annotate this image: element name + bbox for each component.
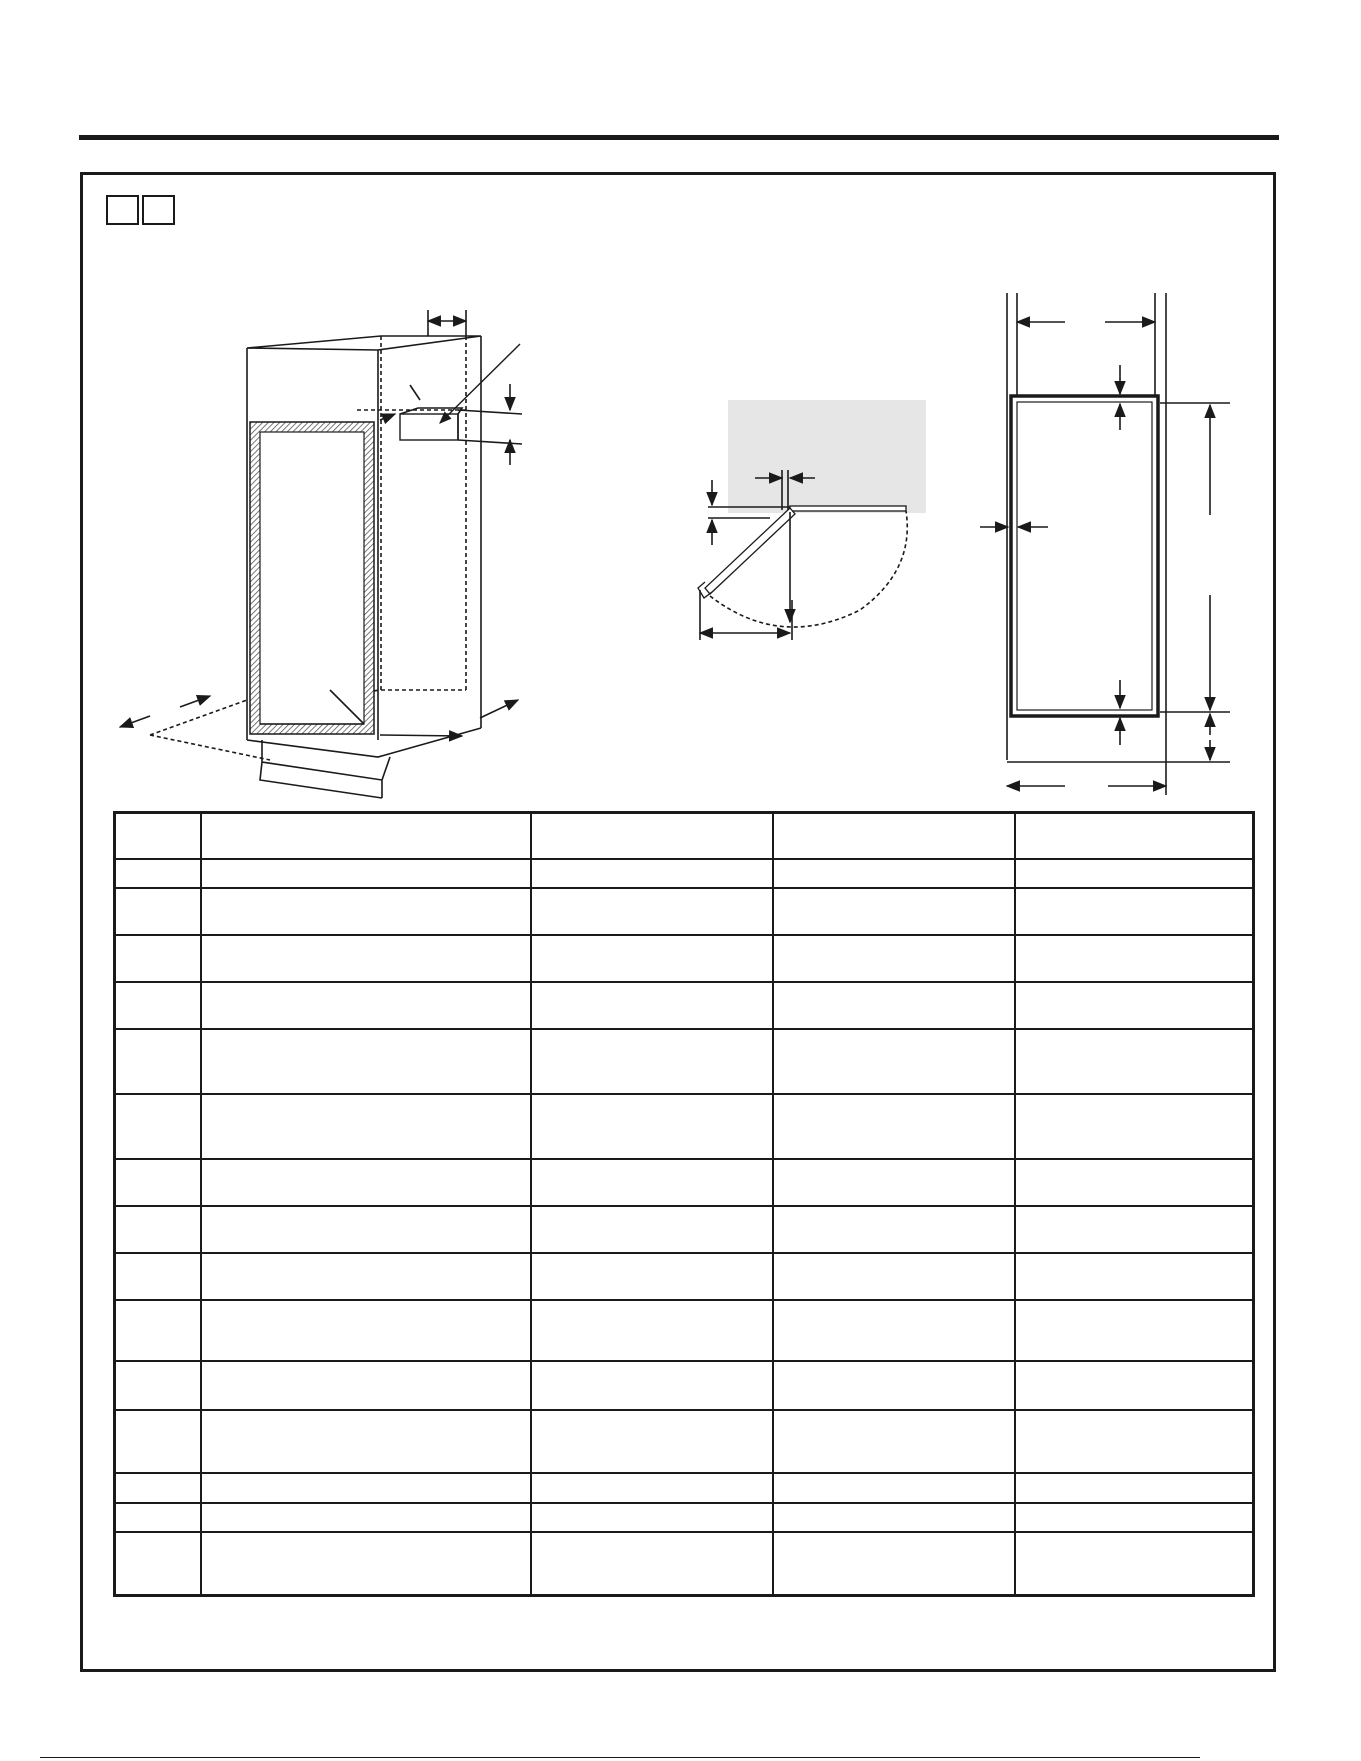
page-bottom-rule: [40, 1757, 1200, 1758]
table-cell: [773, 982, 1015, 1029]
column-header: [531, 813, 773, 859]
table-cell: [201, 935, 531, 982]
table-cell: [1015, 1253, 1254, 1300]
column-header: [115, 813, 201, 859]
table-row: [115, 1253, 1254, 1300]
table-cell: [531, 1473, 773, 1503]
table-row: [115, 1029, 1254, 1094]
table-cell: [531, 859, 773, 889]
depth-right-dim: [480, 700, 518, 718]
table-cell: [201, 1532, 531, 1595]
table-cell: [1015, 1532, 1254, 1595]
table-cell: [115, 1532, 201, 1595]
table-cell: [115, 1361, 201, 1410]
table-cell: [1015, 1300, 1254, 1361]
table-row: [115, 1532, 1254, 1595]
table-cell: [773, 888, 1015, 935]
table-cell: [531, 888, 773, 935]
table-row: [115, 1300, 1254, 1361]
table-cell: [115, 935, 201, 982]
door-frame-outer: [1011, 396, 1158, 716]
table-cell: [531, 1361, 773, 1410]
front-elevation-figure: [980, 293, 1230, 795]
table-row: [115, 859, 1254, 889]
table-cell: [531, 1410, 773, 1473]
table-cell: [773, 1532, 1015, 1595]
table-cell: [115, 1300, 201, 1361]
door-swing-arc: [710, 511, 907, 627]
table-cell: [773, 935, 1015, 982]
table-cell: [115, 1410, 201, 1473]
table-cell: [1015, 1094, 1254, 1159]
table-cell: [115, 888, 201, 935]
table-row: [115, 1473, 1254, 1503]
table-cell: [115, 1094, 201, 1159]
table-row: [115, 1361, 1254, 1410]
door-closed-panel: [790, 506, 906, 511]
cabinet-isometric-figure: [120, 310, 522, 798]
table-cell: [201, 1029, 531, 1094]
table-cell: [531, 1159, 773, 1206]
table-cell: [1015, 1029, 1254, 1094]
width-bottom-dim: [380, 735, 462, 736]
table-cell: [115, 1029, 201, 1094]
depth-dim-left-b: [180, 696, 210, 707]
table-cell: [531, 935, 773, 982]
table-cell: [115, 1206, 201, 1253]
door-swing-figure: [698, 400, 926, 640]
table-cell: [1015, 859, 1254, 889]
cabinet-toe-kick: [260, 740, 390, 798]
table-cell: [201, 888, 531, 935]
table-cell: [1015, 888, 1254, 935]
table-row: [115, 1503, 1254, 1533]
table-row: [115, 935, 1254, 982]
table-row: [115, 1206, 1254, 1253]
table-cell: [201, 859, 531, 889]
column-header: [201, 813, 531, 859]
outlet-height-ext: [458, 410, 522, 444]
table-cell: [531, 1029, 773, 1094]
table-cell: [201, 1410, 531, 1473]
table-cell: [773, 1029, 1015, 1094]
table-cell: [201, 982, 531, 1029]
outlet-side-arrow: [380, 414, 395, 420]
table-cell: [773, 1159, 1015, 1206]
table-cell: [773, 1206, 1015, 1253]
table-cell: [1015, 1473, 1254, 1503]
outlet-box: [400, 414, 458, 440]
table-cell: [773, 1361, 1015, 1410]
table-cell: [115, 859, 201, 889]
table-cell: [531, 1532, 773, 1595]
table-cell: [201, 1159, 531, 1206]
table-cell: [201, 1300, 531, 1361]
table-cell: [531, 1094, 773, 1159]
table-cell: [201, 1253, 531, 1300]
door-swing-wall-shade: [728, 400, 926, 513]
table-cell: [201, 1361, 531, 1410]
depth-dim-left: [120, 716, 150, 727]
table-cell: [1015, 1361, 1254, 1410]
table-cell: [115, 1503, 201, 1533]
table-cell: [201, 1503, 531, 1533]
table-cell: [1015, 982, 1254, 1029]
table-cell: [115, 1473, 201, 1503]
table-cell: [201, 1094, 531, 1159]
table-cell: [1015, 1206, 1254, 1253]
table-cell: [115, 1159, 201, 1206]
table-row: [115, 982, 1254, 1029]
table-cell: [773, 1300, 1015, 1361]
table-cell: [115, 982, 201, 1029]
column-header: [773, 813, 1015, 859]
table-row: [115, 1159, 1254, 1206]
table-cell: [531, 1253, 773, 1300]
table-row: [115, 1094, 1254, 1159]
column-header: [1015, 813, 1254, 859]
table-cell: [1015, 1410, 1254, 1473]
table-cell: [773, 1410, 1015, 1473]
dimension-figures: [0, 0, 1361, 811]
table-cell: [773, 859, 1015, 889]
table-cell: [773, 1473, 1015, 1503]
table-header-row: [115, 813, 1254, 859]
table-cell: [531, 1503, 773, 1533]
table-cell: [531, 982, 773, 1029]
table-cell: [1015, 935, 1254, 982]
table-cell: [531, 1206, 773, 1253]
door-open-panel: [705, 508, 795, 594]
table-row: [115, 888, 1254, 935]
outlet-offset-arrow: [410, 385, 420, 400]
door-opening-interior: [260, 432, 364, 724]
table-cell: [1015, 1503, 1254, 1533]
table-cell: [115, 1253, 201, 1300]
table-cell: [201, 1473, 531, 1503]
table-cell: [201, 1206, 531, 1253]
table-cell: [773, 1503, 1015, 1533]
table-cell: [773, 1253, 1015, 1300]
table-row: [115, 1410, 1254, 1473]
dimensions-table: [113, 811, 1255, 1597]
table-cell: [531, 1300, 773, 1361]
table-cell: [1015, 1159, 1254, 1206]
table-cell: [773, 1094, 1015, 1159]
